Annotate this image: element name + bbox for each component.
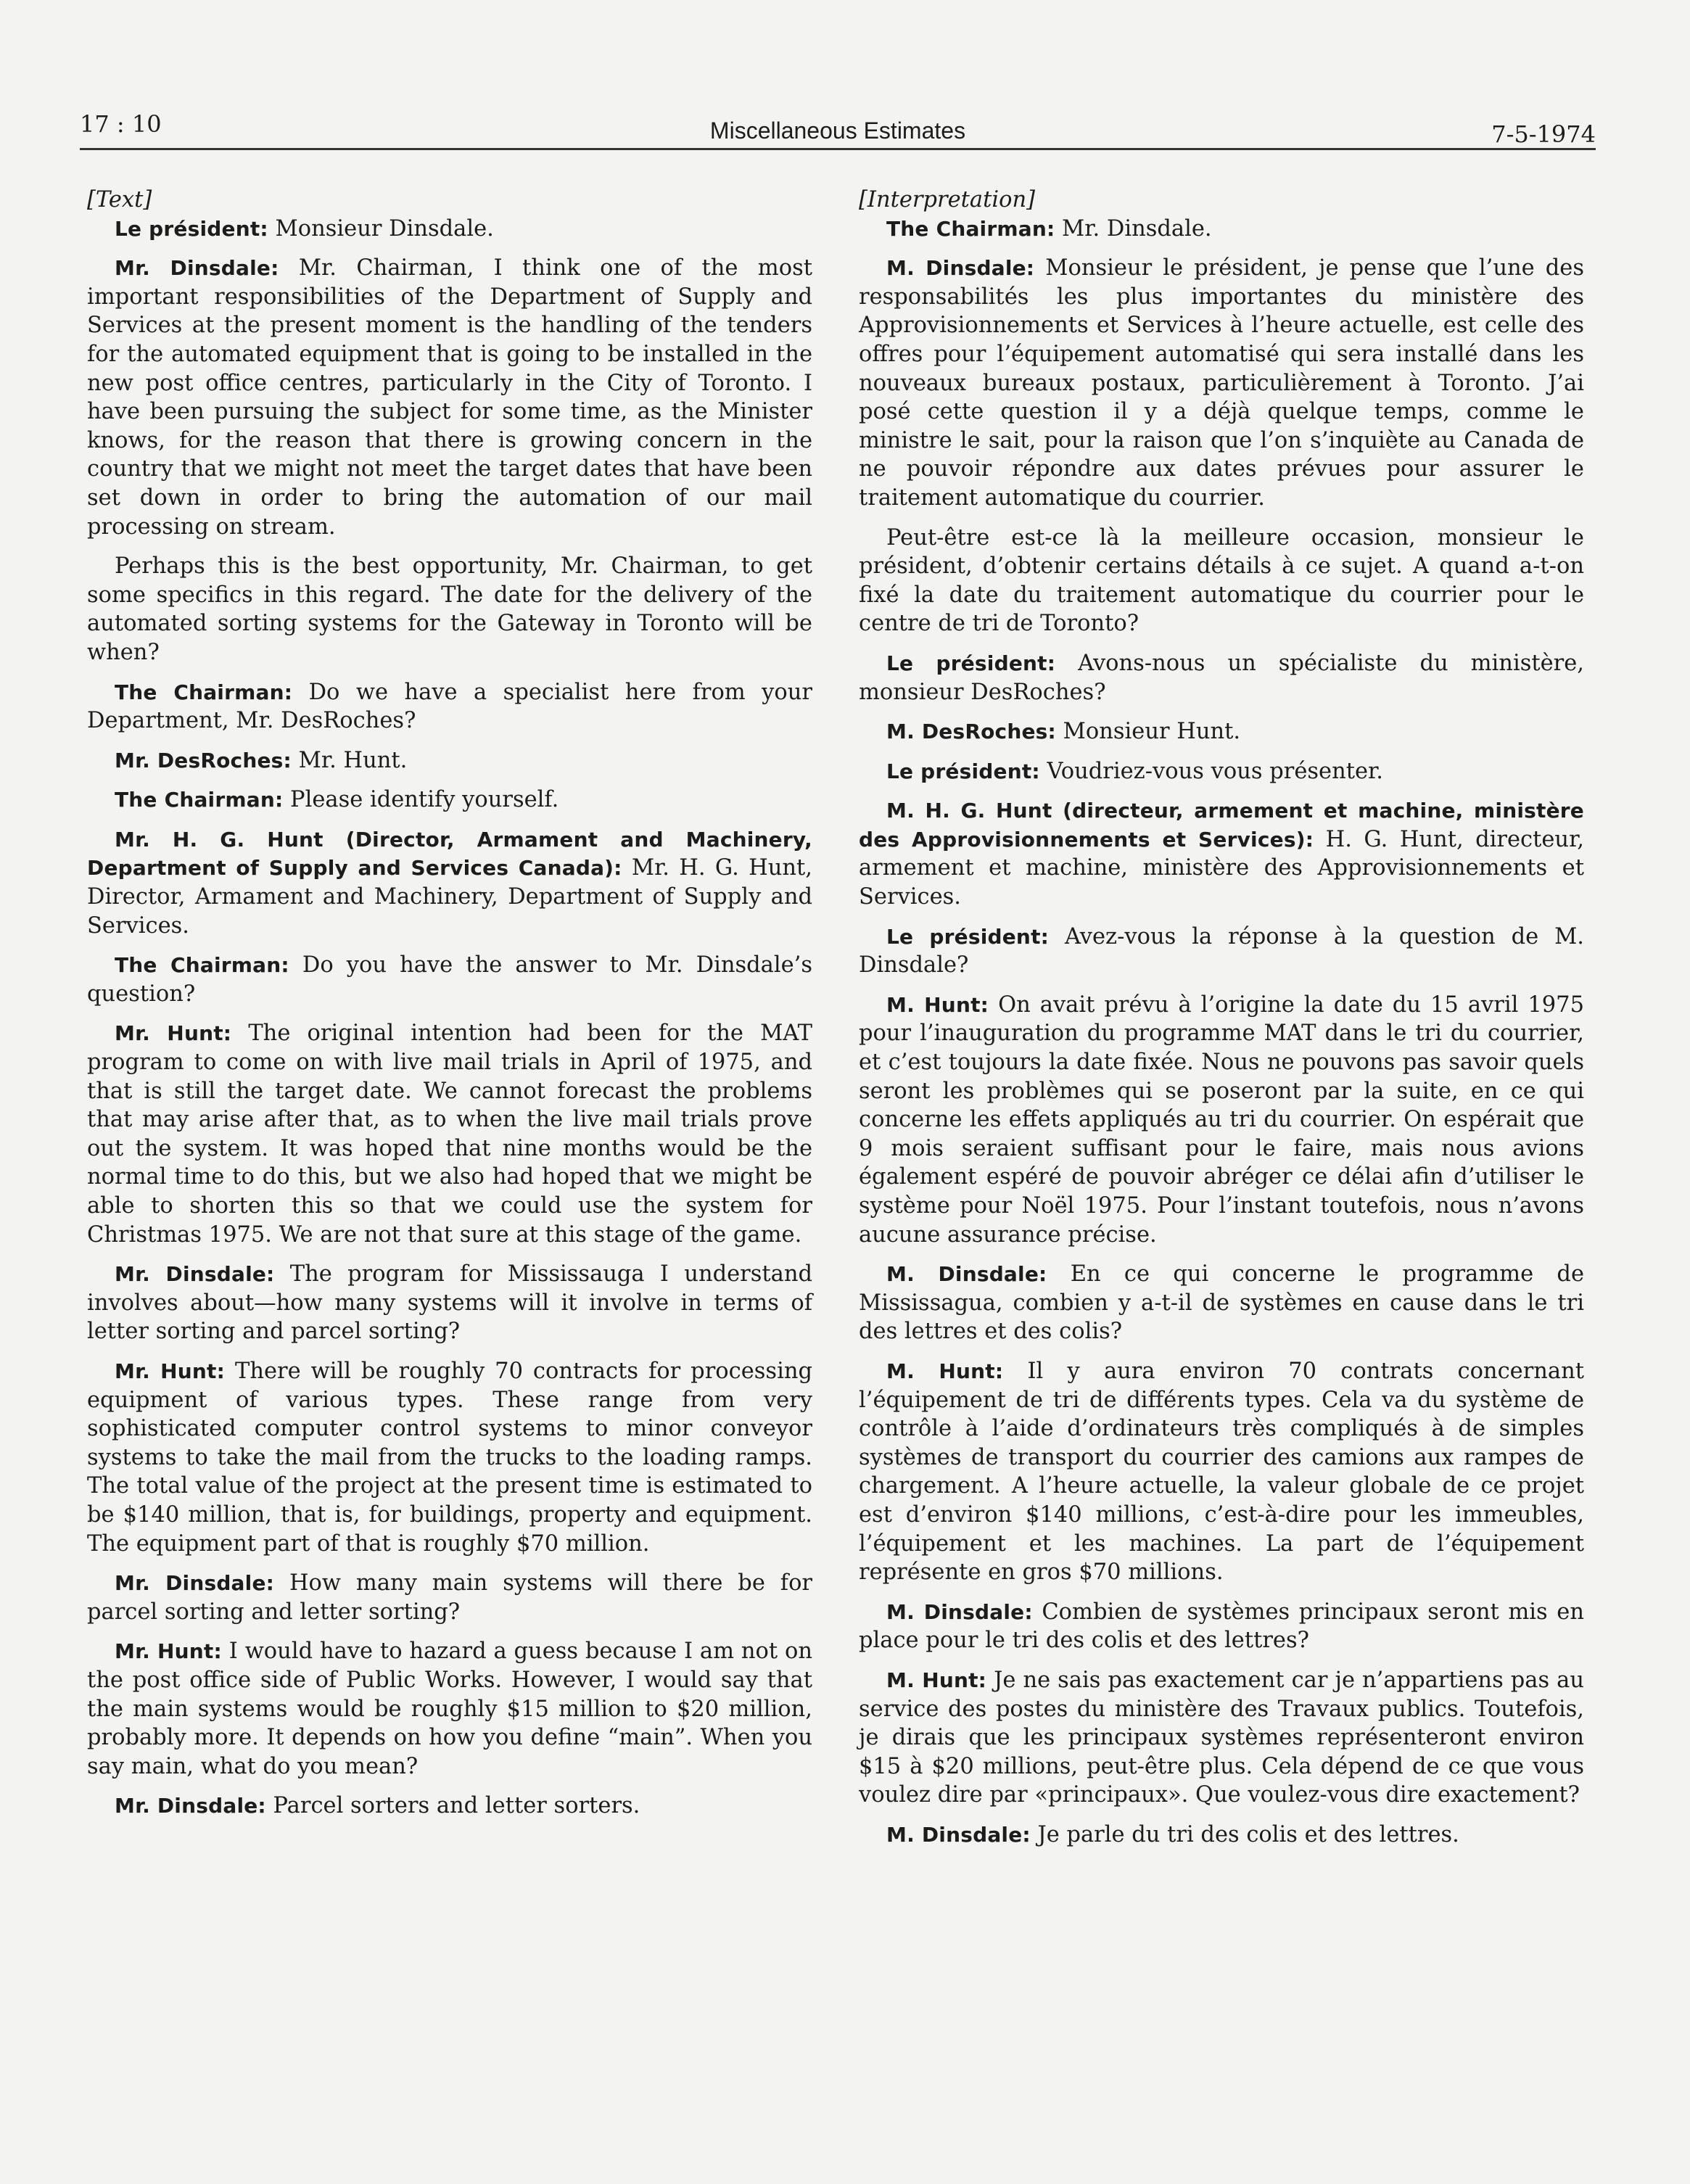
- speaker-name: Mr. Dinsdale:: [115, 1571, 275, 1596]
- page-number: 17 : 10: [80, 110, 162, 138]
- speaker-name: Le président:: [886, 759, 1040, 783]
- speech-text: Mr. Dinsdale.: [1055, 215, 1212, 242]
- speaker-name: Mr. H. G. Hunt (Director, Armament and Machinery, Department of Supply and Services Canada):: [87, 827, 812, 881]
- speaker-name: Mr. Hunt:: [115, 1021, 232, 1046]
- left-column: [87, 186, 812, 1831]
- speech-text: Mr. Hunt.: [291, 747, 408, 773]
- transcript-paragraph: [87, 215, 812, 244]
- speech-text: The original intention had been for the MAT program to come on with live mail trials in April of 1975, and that is still the target date. We cannot forecast the problems that may arise after that, as to when the live mail trials prove out the system. It was hoped that nine months would be the normal time to do this, but we also had hoped that we might be able to shorten this so that we could use the system for Christmas 1975. We are not that sure at this stage of the game.: [87, 1021, 813, 1248]
- transcript-paragraph: [859, 1666, 1584, 1810]
- speaker-name: M. Hunt:: [886, 992, 989, 1017]
- transcript-paragraph: [859, 757, 1584, 786]
- page-header: [80, 102, 1596, 150]
- speech-text: Monsieur le président, je pense que l’une des responsabilités les plus importantes du ministère des Approvisionnements et Services à l’heure actuelle, est celle des offres pour l’équipement automatisé qui sera installé dans les nouveaux bureaux postaux, particulièrement à Toronto. J’ai posé cette question il y a déjà quelque temps, comme le ministre le sait, pour la raison que l’on s’inquiète au Canada de ne pouvoir répondre aux dates prévues pour assurer le traitement automatique du courrier.: [859, 255, 1584, 511]
- speaker-name: M. Dinsdale:: [886, 256, 1035, 281]
- speech-text: Avons-nous un spécialiste du ministère, monsieur DesRoches?: [859, 650, 1584, 705]
- transcript-paragraph: [859, 1821, 1584, 1850]
- speaker-name: M. Dinsdale:: [886, 1822, 1031, 1847]
- speech-text: There will be roughly 70 contracts for processing equipment of various types. These range from very sophisticated computer control systems to minor conveyor systems to take the mail from the trucks to the loading ramps. The total value of the project at the present time is estimated to be $140 million, that is, for buildings, property and equipment. The equipment part of that is roughly $70 million.: [87, 1358, 813, 1557]
- column-tag: [Text]: [87, 187, 152, 213]
- transcript-paragraph: [87, 254, 812, 541]
- speaker-name: M. Hunt:: [886, 1359, 1004, 1383]
- speech-text: The program for Mississauga I understand involves about—how many systems will it involve in terms of letter sorting and parcel sorting?: [87, 1261, 813, 1345]
- transcript-paragraph: [87, 951, 812, 1008]
- transcript-paragraph: [87, 552, 812, 667]
- speech-text: Monsieur Hunt.: [1055, 719, 1241, 745]
- speech-text: Combien de systèmes principaux seront mis en place pour le tri des colis et des lettres?: [859, 1599, 1585, 1654]
- transcript-paragraph: [859, 923, 1584, 980]
- transcript-paragraph: [87, 678, 812, 735]
- speaker-name: M. DesRoches:: [886, 720, 1056, 744]
- speech-text: Je parle du tri des colis et des lettres.: [1030, 1821, 1459, 1847]
- speech-text: En ce qui concerne le programme de Mississagua, combien y a-t-il de systèmes en cause dans le tri des lettres et des colis?: [859, 1261, 1584, 1345]
- speaker-name: Le président:: [115, 216, 268, 241]
- speech-text: On avait prévu à l’origine la date du 15 avril 1975 pour l’inauguration du programme MAT dans le tri du courrier, et c’est toujours la date fixée. Nous ne pouvons pas savoir quels seront les problèmes qui se poseront par la suite, en ce qui concerne les effets appliqués au tri du courrier. On espérait que 9 mois seraient suffisant pour le faire, mais nous avions également espéré de pouvoir abréger ce délai afin d’utiliser le système pour Noël 1975. Pour l’instant toutefois, nous n’avons aucune assurance précise.: [859, 992, 1584, 1248]
- speech-text: Parcel sorters and letter sorters.: [265, 1793, 640, 1819]
- transcript-paragraph: [859, 254, 1584, 512]
- page-title: Miscellaneous Estimates: [709, 118, 966, 144]
- speech-text: Avez-vous la réponse à la question de M. Dinsdale?: [859, 923, 1585, 978]
- speaker-name: M. Dinsdale:: [886, 1262, 1047, 1287]
- transcript-paragraph: [87, 1357, 812, 1558]
- speech-text: Perhaps this is the best opportunity, Mr. Chairman, to get some specifics in this regard. The date for the delivery of the automated sorting systems for the Gateway in Toronto will be when?: [87, 553, 812, 665]
- speech-text: How many main systems will there be for parcel sorting and letter sorting?: [87, 1570, 813, 1625]
- transcript-paragraph: [859, 524, 1584, 638]
- speaker-name: Mr. Dinsdale:: [115, 256, 279, 281]
- speaker-name: Le président:: [886, 924, 1050, 949]
- speech-text: Voudriez-vous vous présenter.: [1039, 758, 1383, 784]
- transcript-paragraph: [87, 1637, 812, 1781]
- speaker-name: Mr. Dinsdale:: [115, 1794, 266, 1818]
- speech-text: Il y aura environ 70 contrats concernant l’équipement de tri de différents types. Cela va du système de contrôle à l’aide d’ordinateurs très compliqués à de simples systèmes de transport du courrier des camions aux rampes de chargement. A l’heure actuelle, la valeur globale de ce projet est d’environ $140 millions, c’est-à-dire pour les immeubles, l’équipement et les machines. La part de l’équipement représente en gros $70 millions.: [859, 1358, 1585, 1586]
- transcript-paragraph: [87, 1792, 812, 1821]
- transcript-paragraph: [87, 1569, 812, 1626]
- column-tag: [Interpretation]: [859, 187, 1035, 213]
- transcript-paragraph: [859, 1260, 1584, 1346]
- speaker-name: Le président:: [886, 651, 1056, 675]
- speaker-name: The Chairman:: [115, 788, 284, 812]
- right-column: [859, 186, 1584, 1860]
- transcript-paragraph: [859, 796, 1584, 911]
- speech-text: Peut-être est-ce là la meilleure occasion, monsieur le président, d’obtenir certains détails à ce sujet. A quand a-t-on fixé la date du traitement automatique du courrier pour le centre de tri de Toronto?: [859, 524, 1584, 637]
- transcript-paragraph: [87, 746, 812, 775]
- transcript-paragraph: [859, 717, 1584, 746]
- speech-text: Monsieur Dinsdale.: [268, 215, 494, 242]
- speaker-name: The Chairman:: [115, 953, 289, 978]
- speaker-name: Mr. Hunt:: [115, 1359, 226, 1383]
- transcript-paragraph: [859, 1598, 1584, 1655]
- speaker-name: M. Dinsdale:: [886, 1599, 1033, 1624]
- speech-text: I would have to hazard a guess because I am not on the post office side of Public Works. However, I would say that the main systems would be roughly $15 million to $20 million, probably more. It depends on how you define “main”. When you say main, what do you mean?: [87, 1639, 812, 1779]
- speech-text: Mr. H. G. Hunt, Director, Armament and Machinery, Department of Supply and Services.: [87, 855, 812, 939]
- transcript-paragraph: [859, 991, 1584, 1249]
- transcript-paragraph: [87, 825, 812, 940]
- speech-text: H. G. Hunt, directeur, armement et machine, ministère des Approvisionnements et Services.: [859, 826, 1584, 910]
- transcript-paragraph: [87, 786, 812, 815]
- speaker-name: M. H. G. Hunt (directeur, armement et machine, ministère des Approvisionnements et Services):: [859, 799, 1584, 852]
- speaker-name: Mr. Hunt:: [115, 1639, 222, 1664]
- speech-text: Mr. Chairman, I think one of the most important responsibilities of the Department of Supply and Services at the present moment is the handling of the tenders for the automated equipment that is going to be installed in the new post office centres, particularly in the City of Toronto. I have been pursuing the subject for some time, as the Minister knows, for the reason that there is growing concern in the country that we might not meet the target dates that have been set down in order to bring the automation of our mail processing on stream.: [87, 255, 812, 540]
- transcript-paragraph: [859, 215, 1584, 244]
- speaker-name: Mr. Dinsdale:: [115, 1262, 275, 1287]
- speaker-name: The Chairman:: [886, 216, 1055, 241]
- speech-text: Please identify yourself.: [283, 787, 559, 813]
- speaker-name: The Chairman:: [115, 680, 293, 704]
- speaker-name: Mr. DesRoches:: [115, 748, 292, 772]
- transcript-paragraph: [87, 1019, 812, 1249]
- speaker-name: M. Hunt:: [886, 1668, 987, 1692]
- page-date: 7-5-1974: [1491, 120, 1596, 148]
- speech-text: Je ne sais pas exactement car je n’appartiens pas au service des postes du ministère des Travaux publics. Toutefois, je dirais que les principaux systèmes représenteront environ $15 à $20 millions, peut-être plus. Cela dépend de ce que vous voulez dire par «principaux». Que voulez-vous dire exactement?: [859, 1667, 1584, 1808]
- document-page: [80, 102, 1596, 2118]
- speech-text: Do you have the answer to Mr. Dinsdale’s question?: [87, 952, 812, 1007]
- transcript-paragraph: [87, 1260, 812, 1346]
- transcript-paragraph: [859, 1357, 1584, 1587]
- transcript-paragraph: [859, 649, 1584, 706]
- speech-text: Do we have a specialist here from your Department, Mr. DesRoches?: [87, 679, 813, 734]
